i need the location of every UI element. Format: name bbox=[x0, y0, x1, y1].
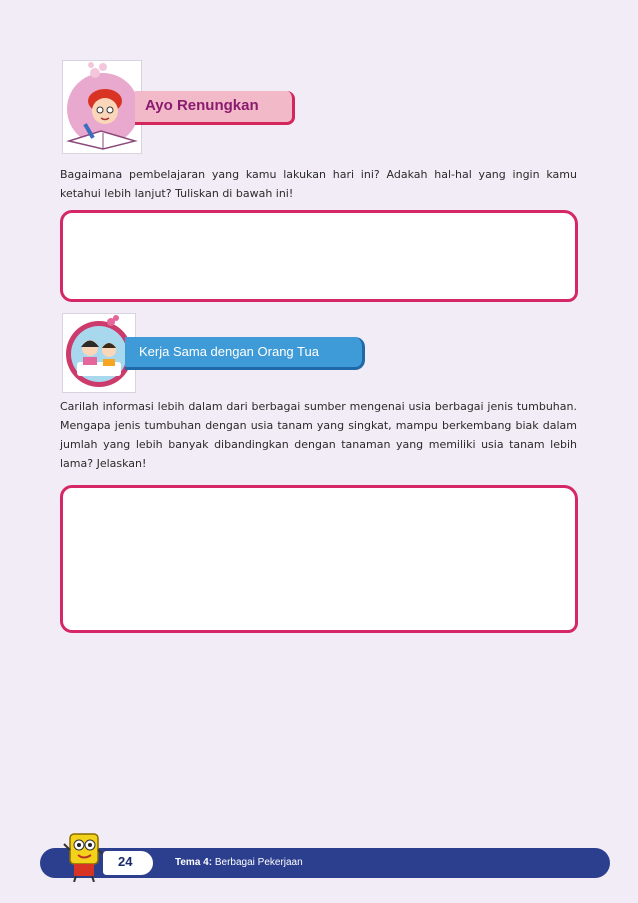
parents-answer-box[interactable] bbox=[60, 485, 578, 633]
reflect-prompt: Bagaimana pembelajaran yang kamu lakukan hari ini? Adakah hal-hal yang ingin kamu ketahui lebih lanjut? Tuliskan di bawah ini! bbox=[60, 168, 577, 200]
thinking-child-icon bbox=[63, 61, 141, 153]
footer-theme bbox=[175, 857, 303, 868]
reflect-answer-box[interactable] bbox=[60, 210, 578, 302]
book-mascot-icon bbox=[62, 830, 108, 882]
parents-prompt: Carilah informasi lebih dalam dari berbagai sumber mengenai usia berbagai jenis tumbuhan. Mengapa jenis tumbuhan dengan usia tanam yang singkat, mampu berkembang biak dalam jumlah yang lebih banyak dibandingkan dengan tanaman yang memiliki usia tanam lebih lama? Jelaskan! bbox=[60, 400, 577, 470]
theme-name: Berbagai Pekerjaan bbox=[214, 857, 303, 868]
reflect-icon-frame bbox=[62, 60, 142, 154]
theme-label: Tema 4: bbox=[175, 857, 213, 868]
parents-title: Kerja Sama dengan Orang Tua bbox=[139, 344, 319, 359]
reflect-title: Ayo Renungkan bbox=[145, 97, 259, 114]
page-number: 24 bbox=[118, 854, 133, 869]
